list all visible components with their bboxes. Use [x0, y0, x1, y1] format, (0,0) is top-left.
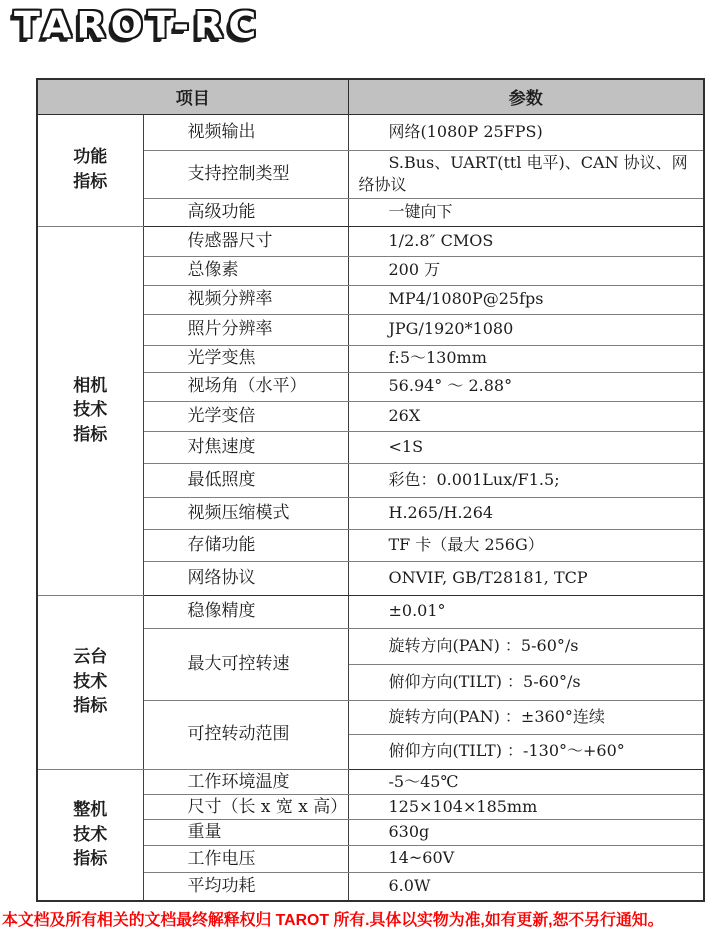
item-cell: 工作环境温度 — [143, 769, 348, 794]
item-cell: 视频压缩模式 — [143, 497, 348, 529]
value-cell: <1S — [348, 431, 704, 463]
value-cell: 旋转方向(PAN) ：5-60°/s — [348, 628, 704, 664]
item-cell: 平均功耗 — [143, 872, 348, 901]
value-cell: JPG/1920*1080 — [348, 314, 704, 345]
value-cell: S.Bus、UART(ttl 电平)、CAN 协议、网络协议 — [348, 150, 704, 198]
value-cell: 一键向下 — [348, 198, 704, 226]
item-cell: 高级功能 — [143, 198, 348, 226]
tarot-rc-logo: TAROT-RC — [14, 4, 262, 46]
item-cell: 视频输出 — [143, 114, 348, 150]
item-cell: 照片分辨率 — [143, 314, 348, 345]
item-cell: 工作电压 — [143, 845, 348, 872]
value-cell: 26X — [348, 401, 704, 431]
value-cell: 125×104×185mm — [348, 794, 704, 819]
spec-row — [37, 595, 704, 628]
value-cell: 200 万 — [348, 256, 704, 285]
header-item-column: 项目 — [37, 79, 348, 114]
category-cell-overall: 整机 技术 指标 — [37, 769, 143, 901]
category-cell-gimbal: 云台 技术 指标 — [37, 595, 143, 769]
item-cell: 可控转动范围 — [143, 700, 348, 769]
item-cell: 视场角（水平） — [143, 372, 348, 401]
category-cell-function: 功能 指标 — [37, 114, 143, 226]
value-cell: 彩色：0.001Lux/F1.5; — [348, 463, 704, 497]
value-cell: 网络(1080P 25FPS) — [348, 114, 704, 150]
category-cell-camera: 相机 技术 指标 — [37, 226, 143, 595]
value-cell: TF 卡（最大 256G） — [348, 529, 704, 561]
value-cell: f:5～130mm — [348, 345, 704, 372]
item-cell: 对焦速度 — [143, 431, 348, 463]
value-cell: ±0.01° — [348, 595, 704, 628]
item-cell: 视频分辨率 — [143, 285, 348, 314]
header-param-column: 参数 — [348, 79, 704, 114]
spec-table — [36, 78, 705, 902]
value-cell: ONVIF, GB/T28181, TCP — [348, 561, 704, 595]
value-cell: 俯仰方向(TILT) ：5-60°/s — [348, 664, 704, 700]
spec-row — [37, 226, 704, 256]
spec-row — [37, 769, 704, 794]
value-cell: 56.94° ～ 2.88° — [348, 372, 704, 401]
value-cell: 俯仰方向(TILT) ：-130°～+60° — [348, 734, 704, 769]
item-cell: 传感器尺寸 — [143, 226, 348, 256]
item-cell: 光学变倍 — [143, 401, 348, 431]
item-cell: 稳像精度 — [143, 595, 348, 628]
item-cell: 网络协议 — [143, 561, 348, 595]
item-cell: 光学变焦 — [143, 345, 348, 372]
disclaimer-text: 本文档及所有相关的文档最终解释权归 TAROT 所有.具体以实物为准,如有更新,恕不另行通知。 — [2, 912, 664, 929]
value-cell: 1/2.8″ CMOS — [348, 226, 704, 256]
value-cell: 旋转方向(PAN) ：±360°连续 — [348, 700, 704, 734]
value-cell: 630g — [348, 820, 704, 845]
value-cell: 14~60V — [348, 845, 704, 872]
item-cell: 重量 — [143, 820, 348, 845]
item-cell: 最低照度 — [143, 463, 348, 497]
spec-row — [37, 114, 704, 150]
item-cell: 尺寸（长 x 宽 x 高） — [143, 794, 348, 819]
value-cell: MP4/1080P@25fps — [348, 285, 704, 314]
value-cell: -5～45℃ — [348, 769, 704, 794]
value-cell: H.265/H.264 — [348, 497, 704, 529]
item-cell: 最大可控转速 — [143, 628, 348, 700]
item-cell: 支持控制类型 — [143, 150, 348, 198]
value-cell: 6.0W — [348, 872, 704, 901]
item-cell: 存储功能 — [143, 529, 348, 561]
table-header-row — [37, 79, 704, 114]
item-cell: 总像素 — [143, 256, 348, 285]
